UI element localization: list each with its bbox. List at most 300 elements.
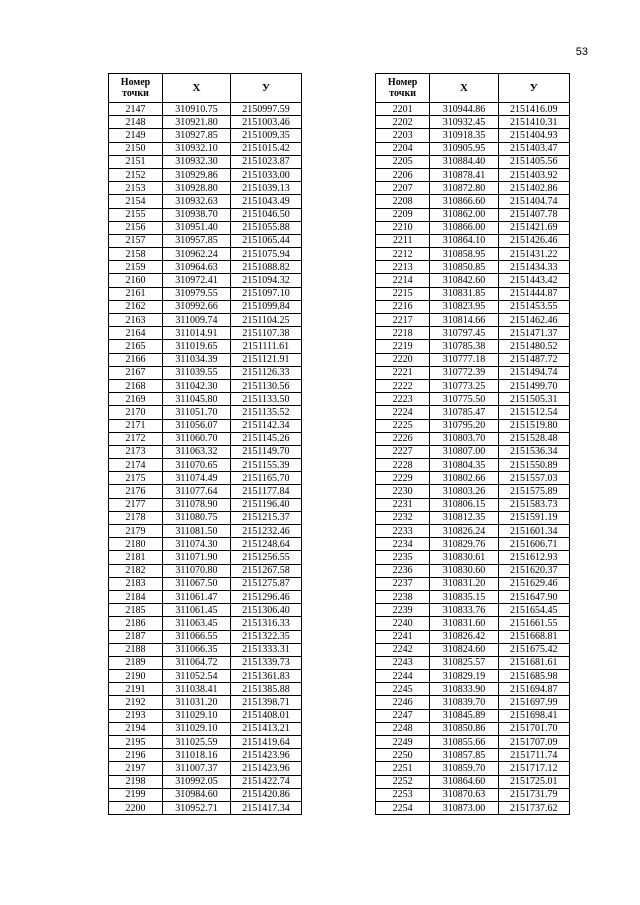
cell-y: 2151725.01: [498, 775, 569, 788]
table-row: [109, 142, 302, 155]
cell-point-number: 2194: [109, 722, 163, 735]
cell-x: 310803.70: [430, 432, 498, 445]
cell-x: 311031.20: [163, 696, 231, 709]
table-row: [376, 775, 570, 788]
cell-point-number: 2233: [376, 525, 430, 538]
cell-point-number: 2219: [376, 340, 430, 353]
cell-x: 310855.66: [430, 736, 498, 749]
cell-point-number: 2177: [109, 498, 163, 511]
table-row: [109, 393, 302, 406]
header-x: Х: [163, 74, 231, 103]
cell-point-number: 2212: [376, 248, 430, 261]
header-point-line1: Номер: [387, 77, 418, 88]
table-row: [109, 261, 302, 274]
table-row: [376, 221, 570, 234]
cell-point-number: 2175: [109, 472, 163, 485]
header-point-line1: Номер: [120, 77, 151, 88]
cell-x: 310814.66: [430, 314, 498, 327]
table-row: [109, 287, 302, 300]
header-point-number: [109, 74, 163, 103]
table-row: [109, 208, 302, 221]
cell-y: 2151107.38: [231, 327, 302, 340]
cell-x: 310870.63: [430, 788, 498, 801]
cell-y: 2151055.88: [231, 221, 302, 234]
cell-x: 310826.24: [430, 525, 498, 538]
table-row: [109, 498, 302, 511]
cell-point-number: 2150: [109, 142, 163, 155]
cell-x: 310831.20: [430, 577, 498, 590]
cell-y: 2151094.32: [231, 274, 302, 287]
cell-x: 311045.80: [163, 393, 231, 406]
cell-x: 310797.45: [430, 327, 498, 340]
table-body: [376, 103, 570, 815]
cell-y: 2151583.73: [498, 498, 569, 511]
cell-x: 311080.75: [163, 511, 231, 524]
cell-point-number: 2235: [376, 551, 430, 564]
cell-point-number: 2226: [376, 432, 430, 445]
cell-x: 311066.55: [163, 630, 231, 643]
table-row: [109, 511, 302, 524]
cell-point-number: 2220: [376, 353, 430, 366]
cell-x: 310866.00: [430, 221, 498, 234]
table-row: [376, 472, 570, 485]
cell-point-number: 2251: [376, 762, 430, 775]
cell-x: 310984.60: [163, 788, 231, 801]
cell-point-number: 2236: [376, 564, 430, 577]
table-row: [109, 538, 302, 551]
cell-x: 310932.30: [163, 155, 231, 168]
table-row: [109, 459, 302, 472]
cell-y: 2151681.61: [498, 656, 569, 669]
cell-x: 310845.89: [430, 709, 498, 722]
cell-x: 310773.25: [430, 379, 498, 392]
cell-x: 310824.60: [430, 643, 498, 656]
cell-point-number: 2154: [109, 195, 163, 208]
table-row: [376, 103, 570, 116]
cell-point-number: 2164: [109, 327, 163, 340]
table-row: [376, 604, 570, 617]
table-row: [109, 722, 302, 735]
coordinates-table-left: [108, 73, 302, 815]
cell-point-number: 2162: [109, 300, 163, 313]
table-row: [376, 709, 570, 722]
table-row: [109, 314, 302, 327]
table-row: [376, 300, 570, 313]
cell-y: 2151039.13: [231, 182, 302, 195]
cell-y: 2151423.96: [231, 749, 302, 762]
table-row: [109, 379, 302, 392]
cell-y: 2151306.40: [231, 604, 302, 617]
cell-y: 2151707.09: [498, 736, 569, 749]
cell-y: 2151431.22: [498, 248, 569, 261]
cell-y: 2151322.35: [231, 630, 302, 643]
cell-point-number: 2245: [376, 683, 430, 696]
cell-y: 2151471.37: [498, 327, 569, 340]
cell-y: 2151023.87: [231, 155, 302, 168]
cell-y: 2151512.54: [498, 406, 569, 419]
cell-y: 2151088.82: [231, 261, 302, 274]
cell-x: 311071.90: [163, 551, 231, 564]
table-row: [109, 221, 302, 234]
cell-x: 311051.70: [163, 406, 231, 419]
cell-y: 2151462.46: [498, 314, 569, 327]
cell-x: 311063.32: [163, 445, 231, 458]
table-row: [376, 749, 570, 762]
cell-point-number: 2191: [109, 683, 163, 696]
cell-y: 2151701.70: [498, 722, 569, 735]
cell-point-number: 2204: [376, 142, 430, 155]
table-row: [376, 195, 570, 208]
table-row: [109, 525, 302, 538]
cell-y: 2151407.78: [498, 208, 569, 221]
cell-y: 2151275.87: [231, 577, 302, 590]
cell-y: 2151408.01: [231, 709, 302, 722]
cell-x: 311019.65: [163, 340, 231, 353]
cell-x: 310932.45: [430, 116, 498, 129]
cell-y: 2151126.33: [231, 366, 302, 379]
cell-x: 310850.85: [430, 261, 498, 274]
table-row: [376, 445, 570, 458]
table-row: [376, 551, 570, 564]
cell-point-number: 2232: [376, 511, 430, 524]
table-row: [109, 788, 302, 801]
cell-point-number: 2210: [376, 221, 430, 234]
cell-point-number: 2211: [376, 234, 430, 247]
cell-point-number: 2174: [109, 459, 163, 472]
cell-x: 310928.80: [163, 182, 231, 195]
cell-y: 2151606.71: [498, 538, 569, 551]
cell-y: 2151256.55: [231, 551, 302, 564]
cell-x: 311074.30: [163, 538, 231, 551]
cell-y: 2151075.94: [231, 248, 302, 261]
table-row: [109, 577, 302, 590]
cell-y: 2151731.79: [498, 788, 569, 801]
table-row: [376, 142, 570, 155]
cell-y: 2151629.46: [498, 577, 569, 590]
table-row: [109, 762, 302, 775]
cell-x: 310835.15: [430, 590, 498, 603]
cell-y: 2151420.86: [231, 788, 302, 801]
table-row: [109, 116, 302, 129]
table-row: [376, 314, 570, 327]
table-row: [109, 419, 302, 432]
cell-point-number: 2156: [109, 221, 163, 234]
table-row: [376, 736, 570, 749]
table-row: [376, 538, 570, 551]
table-row: [376, 182, 570, 195]
cell-x: 311014.91: [163, 327, 231, 340]
table-row: [376, 525, 570, 538]
cell-point-number: 2159: [109, 261, 163, 274]
cell-point-number: 2160: [109, 274, 163, 287]
table-row: [376, 353, 570, 366]
cell-x: 310830.60: [430, 564, 498, 577]
cell-y: 2151668.81: [498, 630, 569, 643]
cell-x: 311039.55: [163, 366, 231, 379]
table-row: [109, 630, 302, 643]
table-row: [109, 617, 302, 630]
cell-point-number: 2225: [376, 419, 430, 432]
table-row: [376, 485, 570, 498]
cell-point-number: 2167: [109, 366, 163, 379]
cell-y: 2151601.34: [498, 525, 569, 538]
cell-point-number: 2222: [376, 379, 430, 392]
cell-y: 2151339.73: [231, 656, 302, 669]
cell-x: 311066.35: [163, 643, 231, 656]
cell-point-number: 2207: [376, 182, 430, 195]
cell-y: 2151145.26: [231, 432, 302, 445]
cell-y: 2151046.50: [231, 208, 302, 221]
cell-y: 2151413.21: [231, 722, 302, 735]
cell-point-number: 2153: [109, 182, 163, 195]
table-row: [376, 419, 570, 432]
cell-x: 311009.74: [163, 314, 231, 327]
cell-point-number: 2192: [109, 696, 163, 709]
table-row: [109, 195, 302, 208]
cell-y: 2151404.93: [498, 129, 569, 142]
cell-y: 2151121.91: [231, 353, 302, 366]
cell-y: 2151536.34: [498, 445, 569, 458]
cell-y: 2151142.34: [231, 419, 302, 432]
page-number: 53: [575, 46, 588, 58]
cell-point-number: 2231: [376, 498, 430, 511]
header-y: У: [231, 74, 302, 103]
table-row: [376, 498, 570, 511]
cell-x: 310804.35: [430, 459, 498, 472]
table-row: [376, 155, 570, 168]
cell-x: 310826.42: [430, 630, 498, 643]
cell-y: 2151697.99: [498, 696, 569, 709]
cell-point-number: 2183: [109, 577, 163, 590]
cell-x: 310795.20: [430, 419, 498, 432]
cell-point-number: 2253: [376, 788, 430, 801]
cell-y: 2151402.86: [498, 182, 569, 195]
table-row: [376, 274, 570, 287]
table-row: [109, 775, 302, 788]
cell-point-number: 2209: [376, 208, 430, 221]
cell-x: 311029.10: [163, 722, 231, 735]
cell-point-number: 2163: [109, 314, 163, 327]
table-row: [109, 406, 302, 419]
cell-x: 310823.95: [430, 300, 498, 313]
cell-point-number: 2185: [109, 604, 163, 617]
cell-x: 310951.40: [163, 221, 231, 234]
cell-y: 2151232.46: [231, 525, 302, 538]
cell-x: 310839.70: [430, 696, 498, 709]
table-row: [376, 393, 570, 406]
cell-y: 2151698.41: [498, 709, 569, 722]
table-row: [376, 432, 570, 445]
cell-point-number: 2238: [376, 590, 430, 603]
cell-point-number: 2250: [376, 749, 430, 762]
cell-x: 310992.05: [163, 775, 231, 788]
cell-y: 2151097.10: [231, 287, 302, 300]
cell-point-number: 2169: [109, 393, 163, 406]
cell-x: 310833.76: [430, 604, 498, 617]
cell-y: 2151426.46: [498, 234, 569, 247]
cell-x: 311077.64: [163, 485, 231, 498]
cell-y: 2151155.39: [231, 459, 302, 472]
cell-point-number: 2158: [109, 248, 163, 261]
cell-y: 2151111.61: [231, 340, 302, 353]
cell-point-number: 2213: [376, 261, 430, 274]
cell-y: 2151104.25: [231, 314, 302, 327]
table-row: [376, 168, 570, 181]
cell-point-number: 2241: [376, 630, 430, 643]
cell-point-number: 2149: [109, 129, 163, 142]
cell-y: 2151737.62: [498, 801, 569, 814]
cell-x: 310830.61: [430, 551, 498, 564]
cell-point-number: 2161: [109, 287, 163, 300]
cell-x: 310831.60: [430, 617, 498, 630]
table-row: [109, 129, 302, 142]
cell-point-number: 2195: [109, 736, 163, 749]
cell-x: 310932.63: [163, 195, 231, 208]
cell-point-number: 2148: [109, 116, 163, 129]
cell-x: 311029.10: [163, 709, 231, 722]
cell-point-number: 2218: [376, 327, 430, 340]
header-x: Х: [430, 74, 498, 103]
cell-y: 2151444.87: [498, 287, 569, 300]
cell-point-number: 2171: [109, 419, 163, 432]
cell-point-number: 2201: [376, 103, 430, 116]
cell-point-number: 2224: [376, 406, 430, 419]
cell-x: 311070.65: [163, 459, 231, 472]
cell-point-number: 2157: [109, 234, 163, 247]
cell-point-number: 2234: [376, 538, 430, 551]
cell-y: 2151404.74: [498, 195, 569, 208]
cell-y: 2151717.12: [498, 762, 569, 775]
table-row: [109, 300, 302, 313]
cell-x: 310850.86: [430, 722, 498, 735]
table-row: [376, 511, 570, 524]
cell-point-number: 2197: [109, 762, 163, 775]
table-row: [376, 459, 570, 472]
cell-point-number: 2168: [109, 379, 163, 392]
table-row: [109, 366, 302, 379]
cell-x: 310806.15: [430, 498, 498, 511]
cell-x: 311067.50: [163, 577, 231, 590]
table-header-row: [109, 74, 302, 103]
cell-x: 310859.70: [430, 762, 498, 775]
cell-y: 2151149.70: [231, 445, 302, 458]
cell-point-number: 2244: [376, 670, 430, 683]
cell-y: 2151487.72: [498, 353, 569, 366]
table-row: [109, 353, 302, 366]
cell-x: 310829.76: [430, 538, 498, 551]
cell-y: 2151099.84: [231, 300, 302, 313]
cell-y: 2151434.33: [498, 261, 569, 274]
cell-point-number: 2184: [109, 590, 163, 603]
cell-x: 310964.63: [163, 261, 231, 274]
cell-point-number: 2254: [376, 801, 430, 814]
cell-y: 2151410.31: [498, 116, 569, 129]
cell-x: 310802.66: [430, 472, 498, 485]
table-row: [376, 234, 570, 247]
cell-point-number: 2252: [376, 775, 430, 788]
cell-x: 310927.85: [163, 129, 231, 142]
table-row: [109, 643, 302, 656]
cell-point-number: 2198: [109, 775, 163, 788]
cell-y: 2151620.37: [498, 564, 569, 577]
cell-point-number: 2190: [109, 670, 163, 683]
table-row: [109, 274, 302, 287]
cell-y: 2151215.37: [231, 511, 302, 524]
cell-x: 310944.86: [430, 103, 498, 116]
table-row: [109, 683, 302, 696]
table-row: [109, 432, 302, 445]
cell-y: 2151661.55: [498, 617, 569, 630]
cell-y: 2151694.87: [498, 683, 569, 696]
cell-x: 310864.10: [430, 234, 498, 247]
table-row: [376, 788, 570, 801]
cell-x: 311078.90: [163, 498, 231, 511]
cell-point-number: 2246: [376, 696, 430, 709]
cell-y: 2151443.42: [498, 274, 569, 287]
cell-y: 2151557.03: [498, 472, 569, 485]
cell-x: 310831.85: [430, 287, 498, 300]
cell-x: 310905.95: [430, 142, 498, 155]
table-row: [376, 564, 570, 577]
table-row: [109, 696, 302, 709]
cell-point-number: 2170: [109, 406, 163, 419]
cell-x: 310858.95: [430, 248, 498, 261]
cell-point-number: 2203: [376, 129, 430, 142]
table-row: [109, 590, 302, 603]
cell-point-number: 2214: [376, 274, 430, 287]
cell-y: 2151403.47: [498, 142, 569, 155]
table-row: [109, 327, 302, 340]
cell-x: 311074.49: [163, 472, 231, 485]
cell-x: 310785.38: [430, 340, 498, 353]
table-row: [109, 656, 302, 669]
cell-x: 310952.71: [163, 801, 231, 814]
cell-x: 311061.45: [163, 604, 231, 617]
cell-x: 311081.50: [163, 525, 231, 538]
cell-x: 310992.66: [163, 300, 231, 313]
table-row: [376, 577, 570, 590]
table-row: [376, 643, 570, 656]
table-row: [376, 590, 570, 603]
cell-point-number: 2172: [109, 432, 163, 445]
cell-point-number: 2223: [376, 393, 430, 406]
cell-y: 2151647.90: [498, 590, 569, 603]
cell-x: 310957.85: [163, 234, 231, 247]
cell-y: 2151015.42: [231, 142, 302, 155]
table-row: [109, 182, 302, 195]
cell-y: 2151675.42: [498, 643, 569, 656]
cell-y: 2151130.56: [231, 379, 302, 392]
cell-point-number: 2199: [109, 788, 163, 801]
cell-x: 310910.75: [163, 103, 231, 116]
cell-x: 310864.60: [430, 775, 498, 788]
header-point-line2: точки: [122, 88, 149, 99]
cell-point-number: 2186: [109, 617, 163, 630]
coordinates-table-right: [375, 73, 570, 815]
cell-y: 2151499.70: [498, 379, 569, 392]
cell-x: 311038.41: [163, 683, 231, 696]
cell-point-number: 2182: [109, 564, 163, 577]
cell-x: 310857.85: [430, 749, 498, 762]
cell-point-number: 2208: [376, 195, 430, 208]
cell-y: 2151528.48: [498, 432, 569, 445]
cell-y: 2151654.45: [498, 604, 569, 617]
table-row: [376, 670, 570, 683]
cell-y: 2151403.92: [498, 168, 569, 181]
cell-x: 310829.19: [430, 670, 498, 683]
table-row: [109, 234, 302, 247]
table-row: [109, 551, 302, 564]
